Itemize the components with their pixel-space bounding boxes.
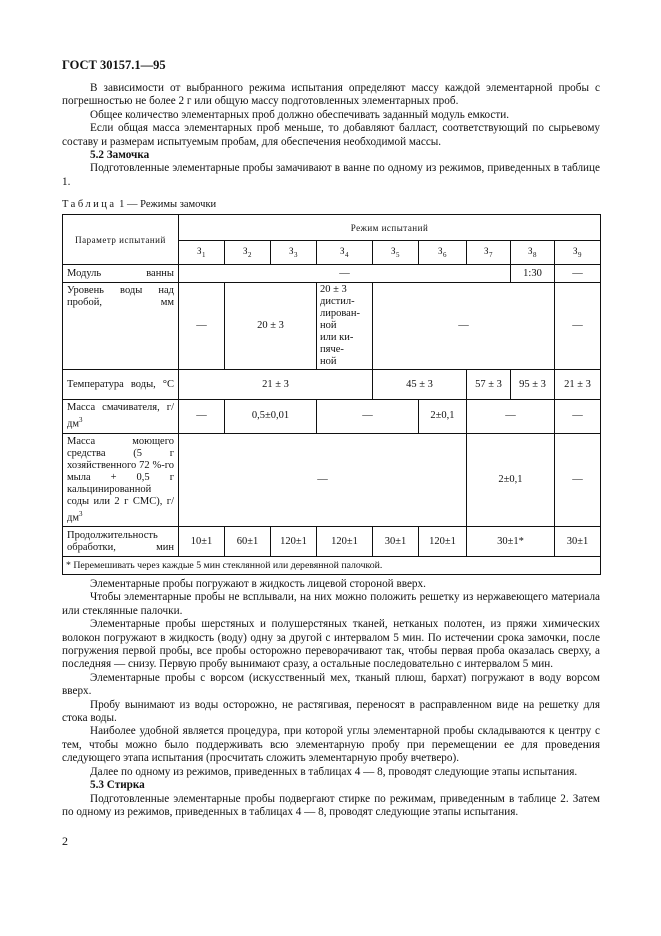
table-caption [62, 199, 216, 210]
cell: — [555, 400, 601, 434]
cell: — [555, 433, 601, 527]
cell: — [179, 283, 225, 370]
mode-cell: $З_9$ [555, 241, 601, 265]
cell: 2±0,1 [419, 400, 467, 434]
table-row-temperature [63, 370, 601, 400]
cell: 10±1 [179, 527, 225, 557]
row-label: Модуль ванны [63, 265, 179, 283]
cell: — [317, 400, 419, 434]
cell: 30±1* [467, 527, 555, 557]
mode-cell: $З_1$ [179, 241, 225, 265]
mode-cell: $З_8$ [511, 241, 555, 265]
cell: 30±1 [555, 527, 601, 557]
paragraph: Подготовленные элементарные пробы замачивают в ванне по одному из режимов, приведенных в таблице 1. [62, 162, 600, 188]
cell: — [179, 400, 225, 434]
section-heading-5-3: 5.3 Стирка [90, 779, 145, 792]
row-label: Масса смачивателя, $г/дм^3$ [63, 400, 179, 434]
table-header-row [63, 215, 601, 241]
cell: 21 ± 3 [179, 370, 373, 400]
cell: 120±1 [271, 527, 317, 557]
mode-cell: $З_7$ [467, 241, 511, 265]
document-header: ГОСТ 30157.1—95 [62, 58, 166, 72]
row-label: Уровень воды над пробой, мм [63, 283, 179, 370]
cell: 21 ± 3 [555, 370, 601, 400]
cell: — [555, 265, 601, 283]
cell: — [467, 400, 555, 434]
cell: 2±0,1 [467, 433, 555, 527]
mode-cell: $З_3$ [271, 241, 317, 265]
mode-cell: $З_5$ [373, 241, 419, 265]
paragraph: Элементарные пробы с ворсом (искусственный мех, тканый плюш, бархат) погружают в воду ворсом вверх. [62, 671, 600, 698]
cell: 57 ± 3 [467, 370, 511, 400]
cell: 60±1 [225, 527, 271, 557]
param-header: Параметр испытаний [63, 215, 179, 265]
table-note-row [63, 557, 601, 575]
mode-cell: $З_2$ [225, 241, 271, 265]
table-row-module [63, 265, 601, 283]
cell: 95 ± 3 [511, 370, 555, 400]
soaking-modes-table [62, 214, 601, 575]
paragraph: Чтобы элементарные пробы не всплывали, на них можно положить решетку из нержавеющего материала или стеклянные палочки. [62, 591, 600, 617]
paragraph: Элементарные пробы погружают в жидкость лицевой стороной вверх. [90, 578, 426, 590]
table-caption-title: 1 — Режимы замочки [116, 199, 217, 210]
cell: 120±1 [419, 527, 467, 557]
cell: 1:30 [511, 265, 555, 283]
paragraph: Подготовленные элементарные пробы подвергают стирке по режимам, приведенным в таблице 2. Затем по одному из режимов, приведенных в таблицах 4 — 8, проводят следующие этапы испытания. [62, 792, 600, 818]
mode-cell: $З_6$ [419, 241, 467, 265]
cell: 30±1 [373, 527, 419, 557]
bottom-text-block [62, 578, 600, 819]
paragraph: Далее по одному из режимов, приведенных в таблицах 4 — 8, проводят следующие этапы испытания. [90, 765, 578, 778]
section-heading-5-2: 5.2 Замочка [90, 149, 150, 162]
paragraph: Пробу вынимают из воды осторожно, не растягивая, переносят в расправленном виде на решетку для стока воды. [62, 698, 600, 725]
cell: — [179, 265, 511, 283]
cell: 20 ± 3 [225, 283, 317, 370]
paragraph: Элементарные пробы шерстяных и полушерстяных тканей, нетканых полотен, из пряжи химических волокон погружают в жидкость (воду) одну за другой с интервалом 5 мин. По истечении срока замочки, после погружения первой пробы, все пробы осторожно переворачивают так, чтобы первая проба оказалась сверху, а последняя — снизу. Первую пробу вынимают сразу, а остальные последовательно с интервалом 5 мин. [62, 618, 600, 671]
paragraph: В зависимости от выбранного режима испытания определяют массу каждой элементарной пробы с погрешностью не более 2 г или общую массу подготовленных элементарных проб. [62, 82, 600, 108]
table-caption-prefix: Таблица [62, 199, 117, 210]
table-footnote: * Перемешивать через каждые 5 мин стеклянной или деревянной палочкой. [63, 557, 601, 575]
row-label: Масса моющего средства (5 г хозяйственного 72 %-го мыла + 0,5 г кальцинированной соды или 2 г СМС), $г/дм^3$ [63, 433, 179, 527]
table-row-duration [63, 527, 601, 557]
cell: 20 ± 3 дистил- лирован- ной или ки- пяче- ной [317, 283, 373, 370]
page-number: 2 [62, 834, 68, 848]
paragraph: Если общая масса элементарных проб меньше, то добавляют балласт, соответствующий по сырьевому составу и размерам испытуемым пробам, для обеспечения необходимой массы. [62, 122, 600, 148]
row-label: Температура воды, °С [63, 370, 179, 400]
table-row-water [63, 283, 601, 370]
mode-header: Режим испытаний [179, 215, 601, 241]
cell: — [179, 433, 467, 527]
cell: — [373, 283, 555, 370]
table-row-detergent [63, 433, 601, 527]
row-label: Продолжительность обработки, мин [63, 527, 179, 557]
cell: 0,5±0,01 [225, 400, 317, 434]
mode-cell: $З_4$ [317, 241, 373, 265]
cell: — [555, 283, 601, 370]
paragraph: Общее количество элементарных проб должно обеспечивать заданный модуль емкости. [90, 108, 510, 121]
top-text-block [62, 82, 600, 189]
paragraph: Наиболее удобной является процедура, при которой углы элементарной пробы складываются к центру с тем, чтобы можно было поддерживать всю элементарную пробу при перемещении ее для проведения следующего этапа испытания (просчитать сложить элементарную пробу вчетверо). [62, 725, 600, 765]
cell: 45 ± 3 [373, 370, 467, 400]
cell: 120±1 [317, 527, 373, 557]
table-row-wetting-agent [63, 400, 601, 434]
